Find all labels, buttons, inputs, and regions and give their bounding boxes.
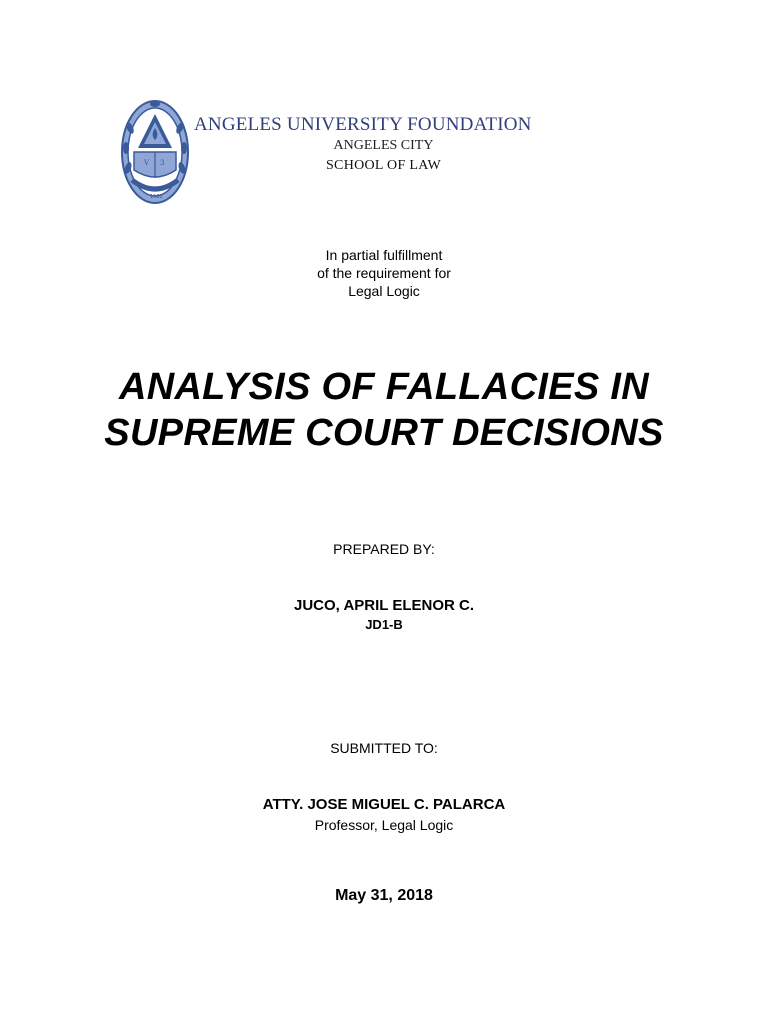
student-section: JD1-B — [365, 617, 403, 632]
document-title — [0, 364, 768, 456]
university-header — [120, 98, 640, 208]
svg-text:1962: 1962 — [150, 194, 163, 200]
fulfillment-line-2: of the requirement for — [317, 265, 451, 281]
professor-role: Professor, Legal Logic — [314, 817, 454, 833]
submission-date: May 31, 2018 — [335, 887, 433, 904]
fulfillment-line-1: In partial fulfillment — [325, 247, 443, 263]
submitted-to-label: SUBMITTED TO: — [330, 740, 438, 756]
school-name: SCHOOL OF LAW — [325, 158, 442, 173]
svg-text:3: 3 — [160, 159, 165, 167]
svg-text:V: V — [144, 159, 150, 167]
prepared-by-label: PREPARED BY: — [333, 541, 435, 557]
university-seal-icon — [120, 98, 190, 206]
city-name: ANGELES CITY — [333, 138, 434, 153]
title-line-1: ANALYSIS OF FALLACIES IN — [118, 366, 650, 408]
title-line-2: SUPREME COURT DECISIONS — [104, 412, 664, 454]
fulfillment-note — [0, 246, 768, 300]
professor-name: ATTY. JOSE MIGUEL C. PALARCA — [262, 796, 506, 813]
student-name: JUCO, APRIL ELENOR C. — [293, 597, 475, 614]
fulfillment-line-3: Legal Logic — [348, 283, 420, 299]
university-name: ANGELES UNIVERSITY FOUNDATION — [194, 114, 532, 135]
